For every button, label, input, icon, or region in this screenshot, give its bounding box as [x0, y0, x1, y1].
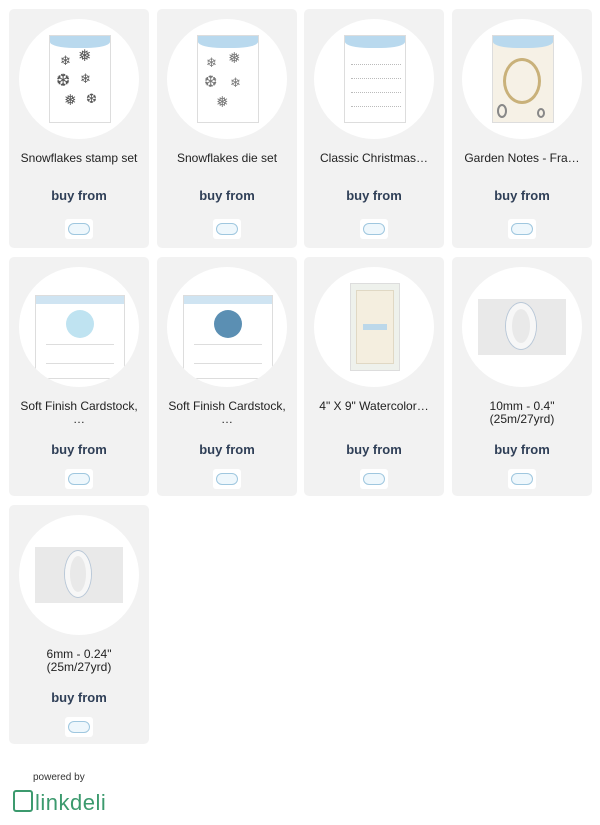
tape-photo: [478, 299, 566, 355]
product-image[interactable]: [314, 267, 434, 387]
package-label: [46, 344, 114, 364]
retailer-logo[interactable]: [65, 219, 93, 239]
retailer-logo[interactable]: [508, 469, 536, 489]
product-card[interactable]: [9, 9, 149, 248]
snowflake-icon: ❄: [60, 53, 71, 68]
product-title[interactable]: Garden Notes - Fra…: [464, 151, 580, 165]
product-card[interactable]: [9, 505, 149, 744]
retailer-logo[interactable]: [65, 469, 93, 489]
product-image[interactable]: [19, 515, 139, 635]
product-image[interactable]: [19, 19, 139, 139]
product-card[interactable]: [452, 257, 592, 496]
retailer-logo[interactable]: [508, 219, 536, 239]
product-image[interactable]: [167, 267, 287, 387]
sentiment-stamps: [351, 54, 401, 114]
color-swatch: [214, 310, 242, 338]
snowflake-icon: ❄: [206, 55, 217, 70]
buy-from-link[interactable]: buy from: [199, 442, 255, 457]
snowflake-icon: ❅: [228, 50, 241, 67]
buy-from-link[interactable]: buy from: [346, 442, 402, 457]
product-title[interactable]: Soft Finish Cardstock, …: [168, 399, 286, 426]
product-card[interactable]: [157, 9, 297, 248]
product-card[interactable]: [304, 257, 444, 496]
product-image[interactable]: [167, 19, 287, 139]
package-label: [363, 324, 387, 330]
linkdeli-logo[interactable]: [13, 790, 106, 816]
retailer-logo[interactable]: [213, 219, 241, 239]
retailer-logo[interactable]: [360, 469, 388, 489]
retailer-logo[interactable]: [213, 469, 241, 489]
product-title[interactable]: Snowflakes stamp set: [20, 151, 138, 165]
oval-frame-die: [503, 58, 541, 104]
product-title[interactable]: 10mm - 0.4" (25m/27yrd): [489, 399, 555, 426]
snowflake-icon: ❆: [86, 91, 97, 106]
tape-photo: [35, 547, 123, 603]
buy-from-link[interactable]: buy from: [51, 188, 107, 203]
buy-from-link[interactable]: buy from: [51, 442, 107, 457]
snowflake-icon: ❄: [80, 71, 91, 86]
snowflake-icon: ❅: [78, 48, 92, 65]
snowflake-icon: ❆: [56, 71, 71, 90]
tape-roll: [65, 551, 91, 597]
snowflake-icon: ❅: [216, 94, 229, 111]
color-swatch: [66, 310, 94, 338]
buy-from-link[interactable]: buy from: [346, 188, 402, 203]
product-card[interactable]: [452, 9, 592, 248]
shopping-bag-icon: [13, 790, 33, 812]
product-title[interactable]: Classic Christmas…: [319, 151, 428, 165]
retailer-logo[interactable]: [65, 717, 93, 737]
snowflake-icon: ❄: [230, 75, 241, 90]
retailer-logo[interactable]: [360, 219, 388, 239]
product-image[interactable]: [462, 267, 582, 387]
powered-by-text: powered by: [33, 772, 85, 783]
product-title[interactable]: 4" X 9" Watercolor…: [319, 399, 429, 413]
product-image[interactable]: [19, 267, 139, 387]
tape-roll: [506, 303, 536, 349]
brand-name: linkdeli: [35, 790, 107, 815]
product-card[interactable]: [9, 257, 149, 496]
package-label: [194, 344, 262, 364]
oval-frame-die: [497, 104, 507, 118]
product-title[interactable]: 6mm - 0.24" (25m/27yrd): [46, 647, 112, 674]
product-card[interactable]: [157, 257, 297, 496]
snowflake-icon: ❆: [204, 74, 218, 91]
buy-from-link[interactable]: buy from: [199, 188, 255, 203]
product-title[interactable]: Soft Finish Cardstock, …: [20, 399, 138, 426]
snowflake-icon: ❅: [64, 92, 77, 109]
buy-from-link[interactable]: buy from: [494, 188, 550, 203]
product-image[interactable]: [314, 19, 434, 139]
product-card[interactable]: [304, 9, 444, 248]
buy-from-link[interactable]: buy from: [494, 442, 550, 457]
buy-from-link[interactable]: buy from: [51, 690, 107, 705]
product-image[interactable]: [462, 19, 582, 139]
product-title[interactable]: Snowflakes die set: [176, 151, 278, 165]
oval-frame-die: [537, 108, 545, 118]
package-header: [184, 296, 272, 304]
package-header: [36, 296, 124, 304]
